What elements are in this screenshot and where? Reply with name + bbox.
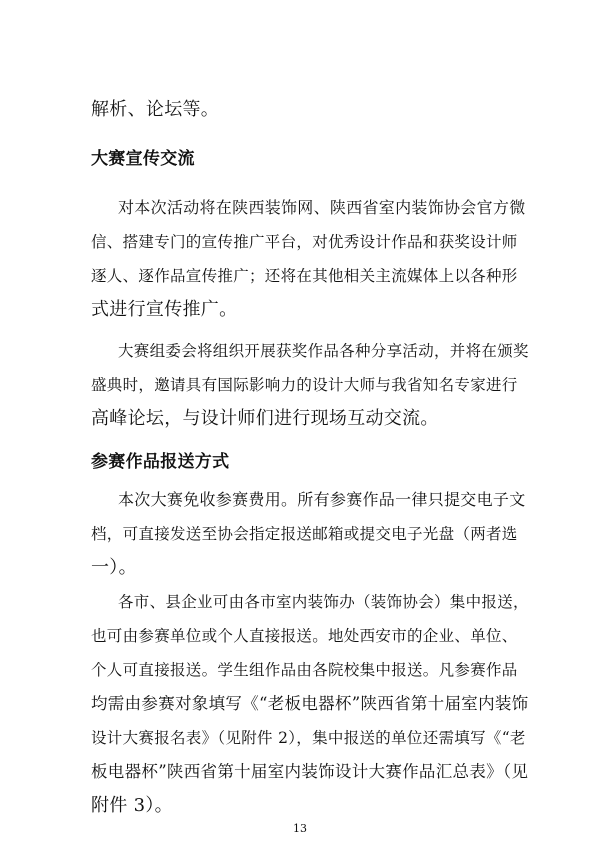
section-heading-promotion: 大赛宣传交流 <box>91 149 195 169</box>
paragraph-line: 板电器杯”陕西省第十届室内装饰设计大赛作品汇总表》（见 <box>91 762 529 781</box>
paragraph-line: 解析、论坛等。 <box>91 99 220 120</box>
paragraph-line: 各市、县企业可由各市室内装饰办（装饰协会）集中报送， <box>118 593 529 611</box>
paragraph-line: 大赛组委会将组织开展获奖作品各种分享活动，并将在颁奖 <box>118 342 529 360</box>
paragraph-line: 式进行宣传推广。 <box>91 299 238 320</box>
paragraph-line: 高峰论坛，与设计师们进行现场互动交流。 <box>91 408 439 429</box>
paragraph-line: 本次大赛免收参赛费用。所有参赛作品一律只提交电子文 <box>118 490 526 509</box>
paragraph-line: 对本次活动将在陕西装饰网、陕西省室内装饰协会官方微 <box>118 198 526 217</box>
paragraph-line: 设计大赛报名表》（见附件 2），集中报送的单位还需填写《“老 <box>91 729 526 747</box>
paragraph-line: 均需由参赛对象填写《“老板电器杯”陕西省第十届室内装饰 <box>91 694 529 713</box>
paragraph-line: 盛典时，邀请具有国际影响力的设计大师与我省知名专家进行 <box>91 376 518 394</box>
section-heading-submission: 参赛作品报送方式 <box>91 452 230 472</box>
paragraph-line: 一）。 <box>91 557 137 578</box>
paragraph-line: 档，可直接发送至协会指定报送邮箱或提交电子光盘（两者选 <box>91 525 518 543</box>
paragraph-line: 逐人、逐作品宣传推广；还将在其他相关主流媒体上以各种形 <box>91 267 518 285</box>
paragraph-line: 个人可直接报送。学生组作品由各院校集中报送。凡参赛作品 <box>91 661 518 679</box>
page-number: 13 <box>293 822 307 835</box>
paragraph-line: 信、搭建专门的宣传推广平台，对优秀设计作品和获奖设计师 <box>91 233 518 251</box>
paragraph-line: 附件 3）。 <box>91 795 173 816</box>
paragraph-line: 也可由参赛单位或个人直接报送。地处西安市的企业、单位、 <box>91 627 518 645</box>
